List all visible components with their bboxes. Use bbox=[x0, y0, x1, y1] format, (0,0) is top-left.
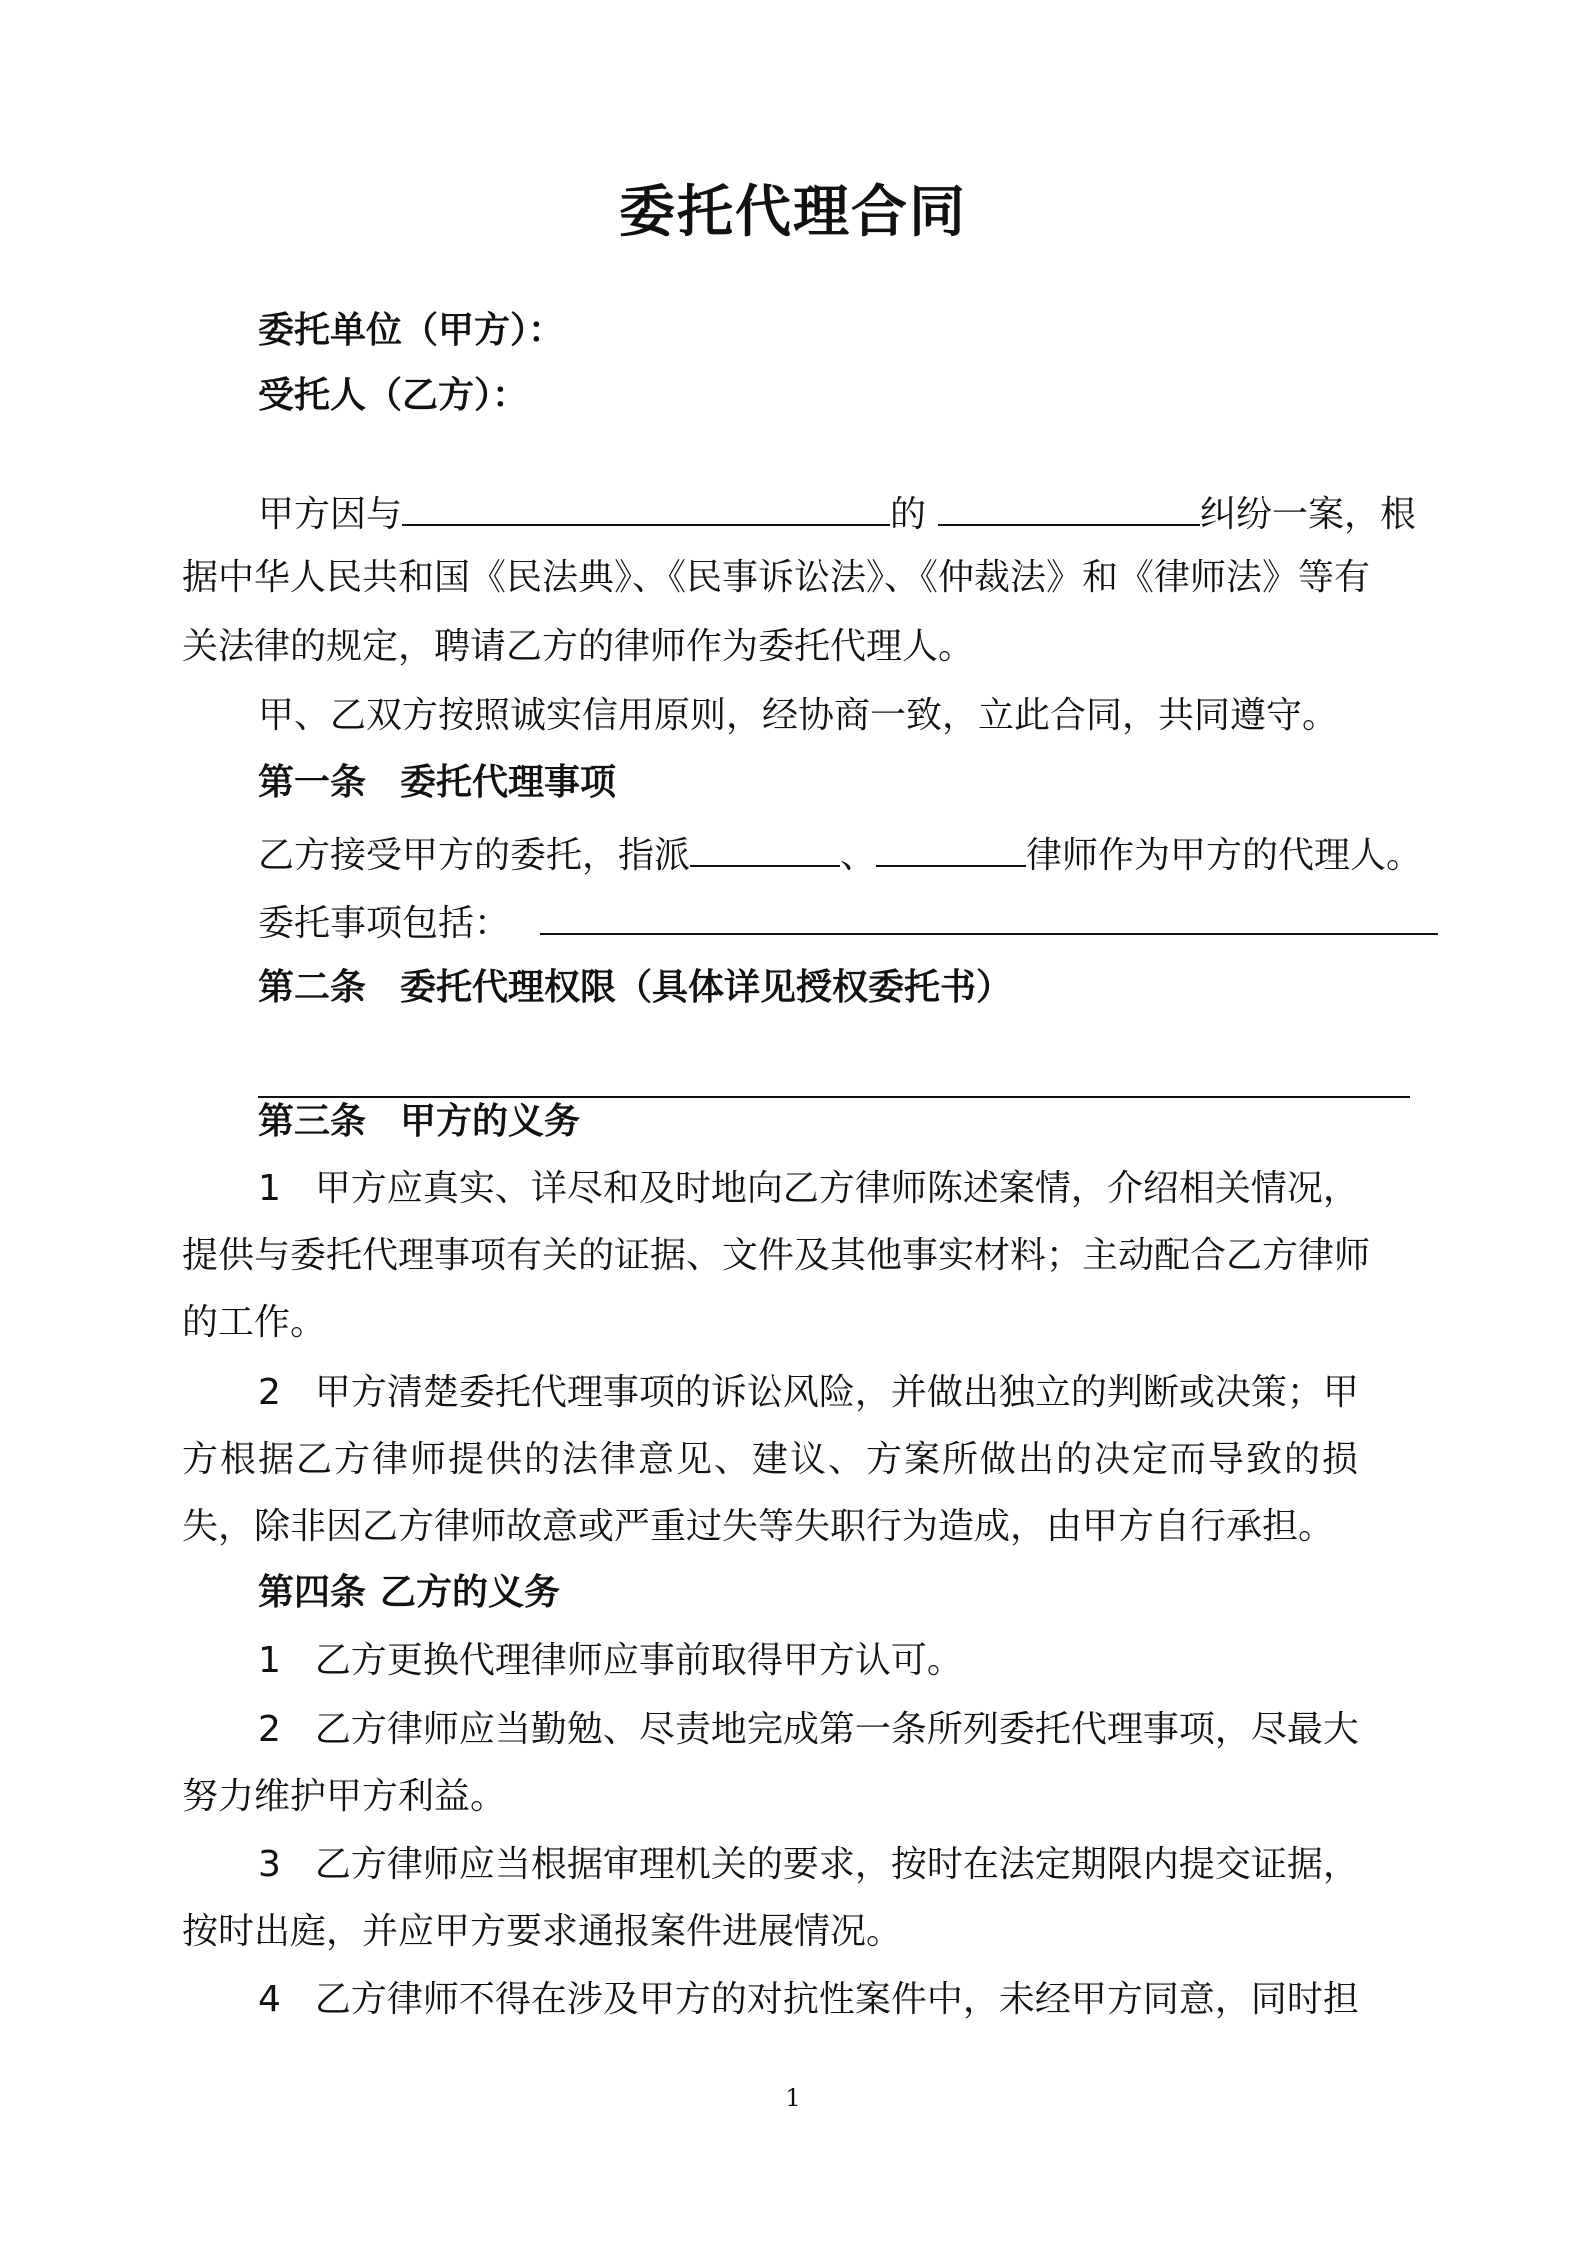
intro-part-1: 甲方因与 bbox=[258, 494, 403, 535]
intro-line-1 bbox=[258, 484, 1416, 540]
article-4-item-3-line-1 bbox=[258, 1840, 1359, 1890]
intro-part-3: 纠纷一案，根 bbox=[1200, 494, 1417, 535]
item-number: 2 bbox=[258, 1372, 281, 1413]
document-title: 委托代理合同 bbox=[619, 180, 967, 245]
article-3-item-1-line-3: 的工作。 bbox=[182, 1302, 327, 1343]
article-1-assign-text: 乙方接受甲方的委托，指派 bbox=[258, 835, 691, 876]
article-1-title: 委托代理事项 bbox=[400, 762, 617, 803]
article-1-agent-text: 律师作为甲方的代理人。 bbox=[1026, 835, 1423, 876]
article-1-line-1 bbox=[258, 825, 1422, 881]
lawyer-2-blank[interactable] bbox=[876, 825, 1026, 867]
article-3-title: 甲方的义务 bbox=[400, 1101, 581, 1142]
page-number: 1 bbox=[785, 2084, 801, 2112]
intro-line-2: 据中华人民共和国《民法典》、《民事诉讼法》、《仲裁法》和《律师法》等有 bbox=[182, 557, 1371, 598]
intro-line-3: 关法律的规定，聘请乙方的律师作为委托代理人。 bbox=[182, 626, 975, 667]
party-a-label: 委托单位（甲方）： bbox=[258, 310, 565, 351]
article-4-item-1 bbox=[258, 1636, 963, 1686]
intro-part-2: 的 bbox=[890, 494, 927, 535]
item-number: 2 bbox=[258, 1709, 281, 1750]
dispute-type-blank[interactable] bbox=[938, 484, 1200, 526]
matters-label: 委托事项包括： bbox=[258, 903, 511, 944]
item-text: 甲方应真实、详尽和及时地向乙方律师陈述案情，介绍相关情况， bbox=[314, 1168, 1359, 1209]
item-text: 方根据乙方律师提供的法律意见、建议、方案所做出的决定而导致的损 bbox=[182, 1439, 1361, 1480]
article-2-heading bbox=[258, 963, 1012, 1013]
party-b-label: 受托人（乙方）： bbox=[258, 375, 529, 416]
article-1-heading bbox=[258, 758, 616, 808]
dispute-party-blank[interactable] bbox=[402, 484, 890, 526]
article-3-item-2-line-3: 失，除非因乙方律师故意或严重过失等失职行为造成，由甲方自行承担。 bbox=[182, 1506, 1335, 1547]
item-text: 甲方清楚委托代理事项的诉讼风险，并做出独立的判断或决策；甲 bbox=[314, 1372, 1359, 1413]
article-4-title: 乙方的义务 bbox=[380, 1572, 561, 1613]
item-number: 1 bbox=[258, 1168, 281, 1209]
article-1-separator: 、 bbox=[840, 835, 877, 876]
article-4-number: 第四条 bbox=[258, 1572, 367, 1613]
article-4-item-2-line-1 bbox=[258, 1705, 1359, 1755]
article-4-item-4-line-1 bbox=[258, 1975, 1359, 2025]
agreement-statement: 甲、乙双方按照诚实信用原则，经协商一致，立此合同，共同遵守。 bbox=[258, 695, 1339, 736]
article-3-item-1-line-2: 提供与委托代理事项有关的证据、文件及其他事实材料；主动配合乙方律师 bbox=[182, 1235, 1371, 1276]
article-4-item-2-line-2: 努力维护甲方利益。 bbox=[182, 1776, 507, 1817]
item-number: 3 bbox=[258, 1844, 281, 1885]
article-3-heading bbox=[258, 1097, 580, 1147]
item-number: 1 bbox=[258, 1640, 281, 1681]
item-text: 乙方更换代理律师应事前取得甲方认可。 bbox=[314, 1640, 963, 1681]
item-text: 乙方律师应当勤勉、尽责地完成第一条所列委托代理事项，尽最大 bbox=[314, 1709, 1359, 1750]
lawyer-1-blank[interactable] bbox=[690, 825, 840, 867]
article-4-heading bbox=[258, 1568, 560, 1618]
article-3-item-2-line-2 bbox=[182, 1435, 1412, 1485]
item-text: 乙方律师应当根据审理机关的要求，按时在法定期限内提交证据， bbox=[314, 1844, 1359, 1885]
article-3-number: 第三条 bbox=[258, 1101, 367, 1142]
article-3-item-2-line-1 bbox=[258, 1368, 1359, 1418]
article-1-number: 第一条 bbox=[258, 762, 367, 803]
matters-blank[interactable] bbox=[540, 893, 1438, 935]
item-text: 乙方律师不得在涉及甲方的对抗性案件中，未经甲方同意，同时担 bbox=[314, 1979, 1359, 2020]
item-number: 4 bbox=[258, 1979, 281, 2020]
article-3-item-1-line-1 bbox=[258, 1164, 1359, 1214]
article-2-number: 第二条 bbox=[258, 967, 367, 1008]
article-2-title: 委托代理权限（具体详见授权委托书） bbox=[400, 967, 1013, 1008]
article-1-matters bbox=[258, 893, 1438, 949]
article-4-item-3-line-2: 按时出庭，并应甲方要求通报案件进展情况。 bbox=[182, 1911, 903, 1952]
